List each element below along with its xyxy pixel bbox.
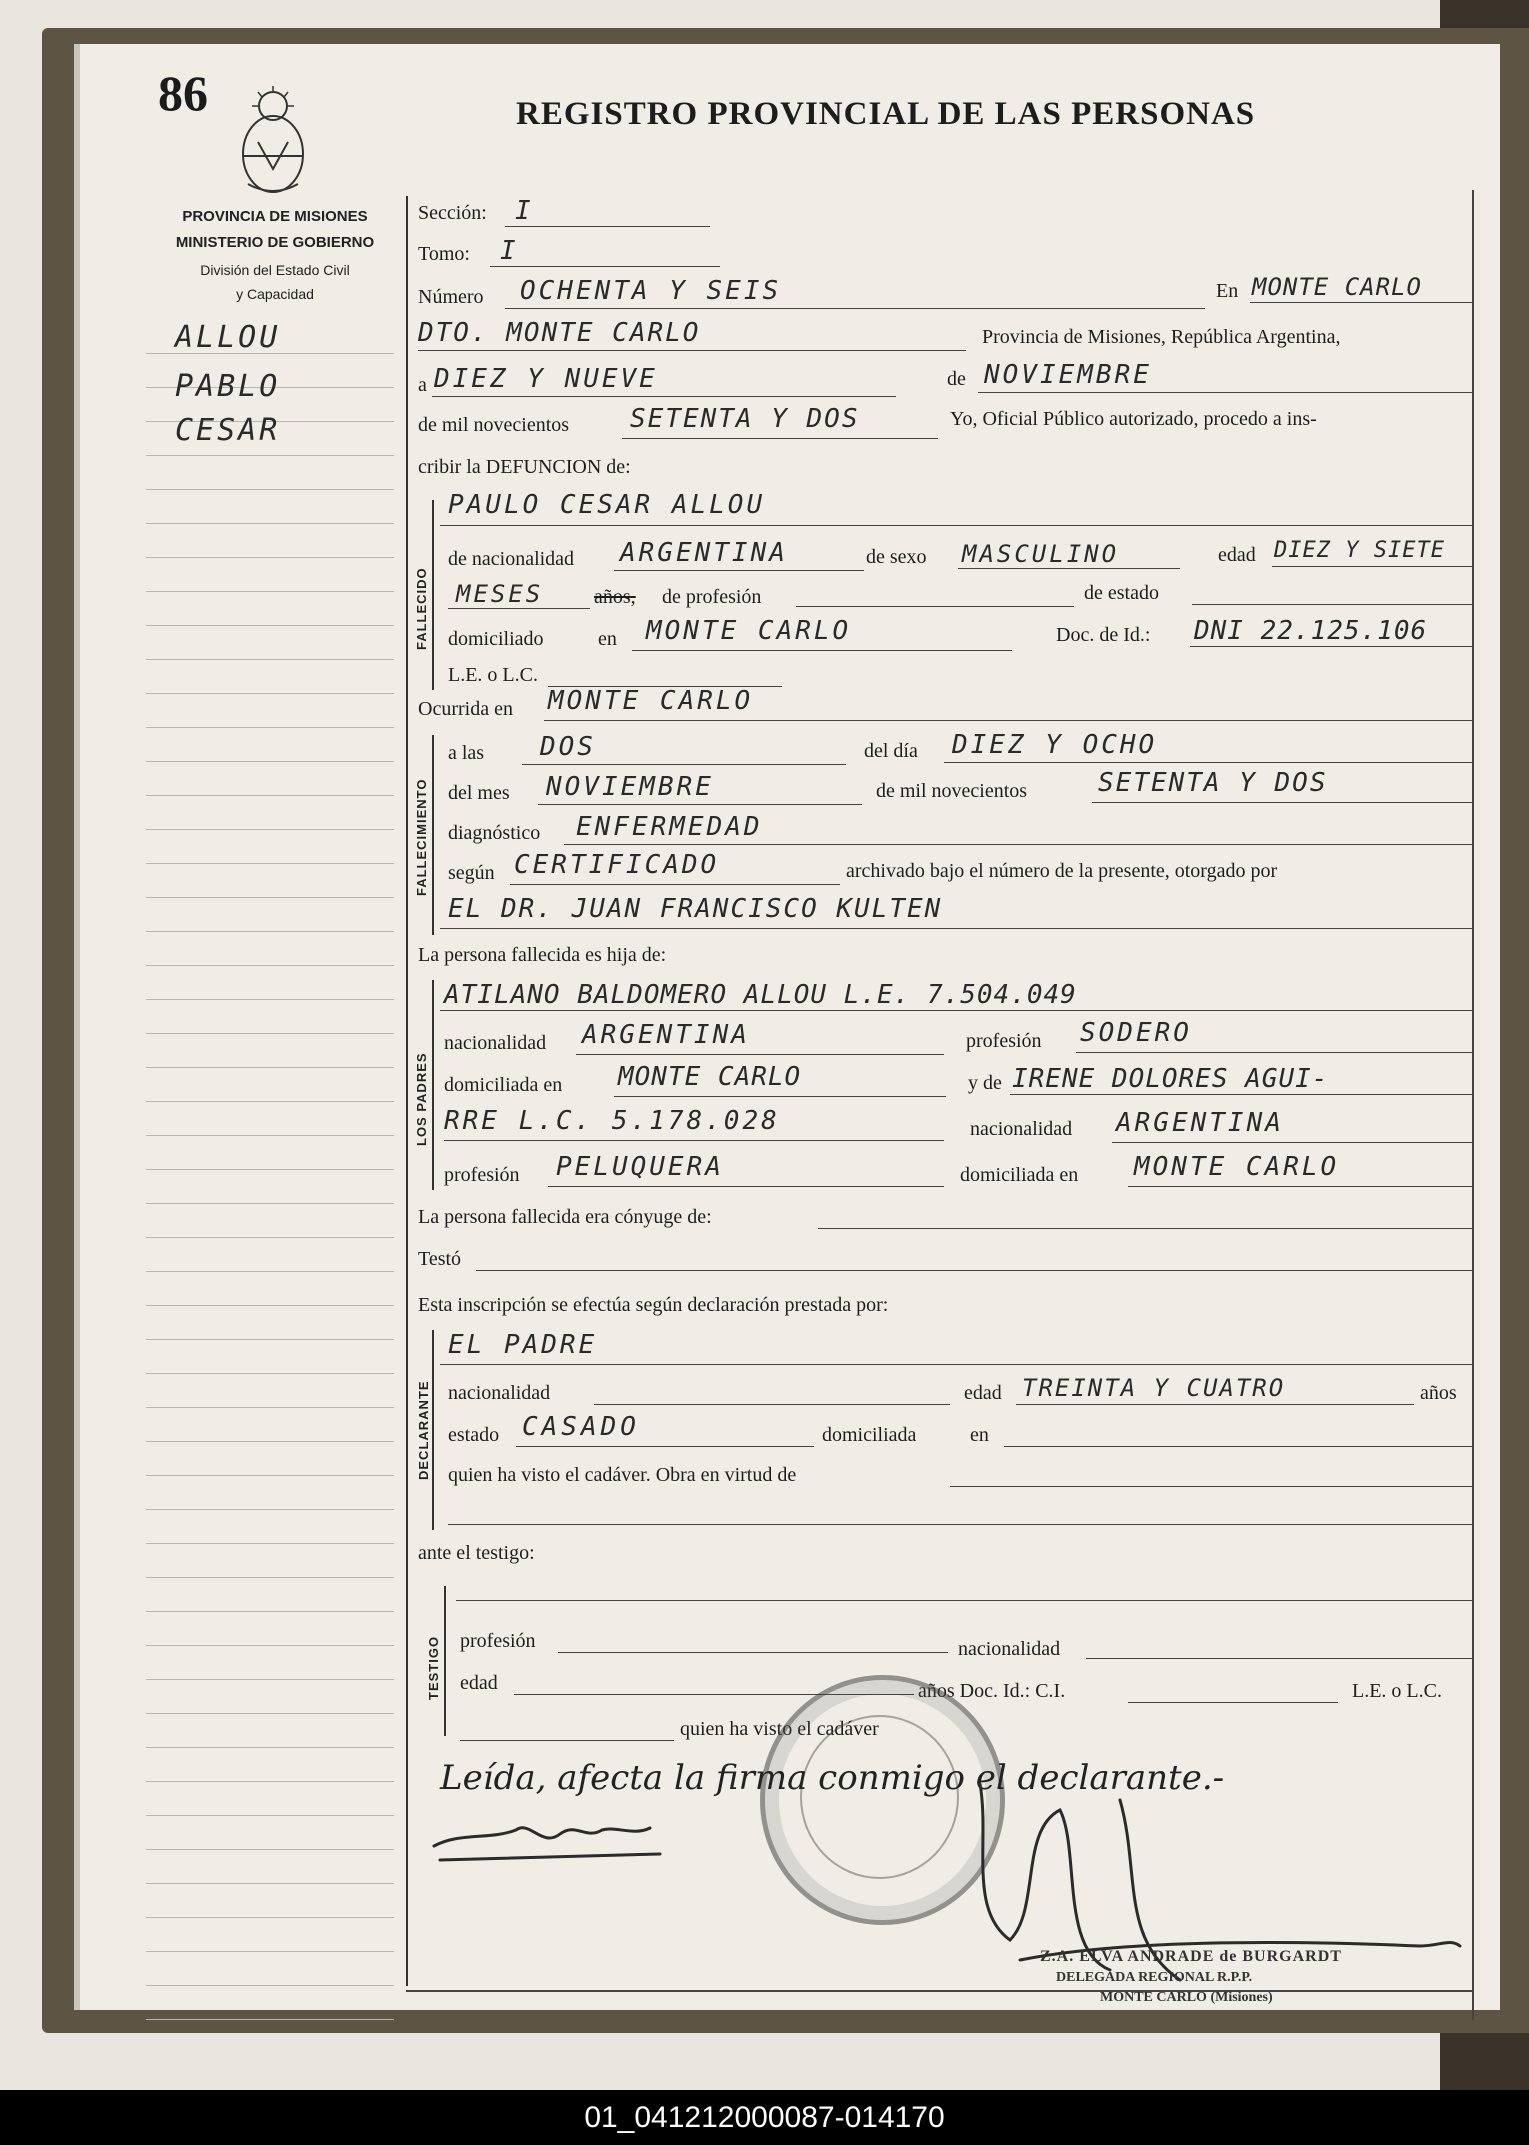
fallecido-nombre: PAULO CESAR ALLOU <box>448 490 766 520</box>
departamento-value: DTO. MONTE CARLO <box>418 318 701 348</box>
fecha-a-label: a <box>418 374 427 396</box>
official-place: MONTE CARLO (Misiones) <box>1100 1990 1273 2005</box>
field-line <box>1128 1702 1338 1703</box>
field-line <box>548 1186 944 1187</box>
closing-note: Leída, afecta la firma conmigo el declarante.- <box>440 1758 1225 1798</box>
field-line <box>1250 302 1472 303</box>
field-line <box>614 1096 946 1097</box>
madre-nac-value: ARGENTINA <box>1116 1108 1284 1138</box>
section-bracket <box>432 1330 434 1530</box>
testigo-doc-label: años Doc. Id.: C.I. <box>918 1680 1066 1702</box>
institution-line: División del Estado Civil <box>200 262 350 278</box>
madre-prof-value: PELUQUERA <box>556 1152 724 1182</box>
field-line <box>440 1364 1472 1365</box>
fallecido-section-label: FALLECIDO <box>414 567 429 650</box>
padre-nac-value: ARGENTINA <box>582 1020 750 1050</box>
fallecido-edad-label: edad <box>1218 544 1256 566</box>
margin-given-name: CESAR <box>175 413 281 448</box>
fallecido-doc-label: Doc. de Id.: <box>1056 624 1151 646</box>
testigo-prof-label: profesión <box>460 1630 536 1652</box>
declarante-edad-value: TREINTA Y CUATRO <box>1022 1374 1286 1402</box>
declarante-en-label: en <box>970 1424 989 1446</box>
margin-ruled-lines <box>146 320 394 2020</box>
fecha-de-label: de <box>947 368 966 390</box>
madre-dom-label: domiciliada en <box>960 1164 1079 1186</box>
anio-fallecimiento-label: de mil novecientos <box>876 780 1028 802</box>
field-line <box>440 928 1472 929</box>
field-line <box>510 884 840 885</box>
madre-documento: RRE L.C. 5.178.028 <box>444 1106 780 1136</box>
field-line <box>1128 1186 1472 1187</box>
fallecido-dom-value: MONTE CARLO <box>646 616 852 646</box>
field-line <box>576 1054 944 1055</box>
fallecido-nac-label: de nacionalidad <box>448 548 575 570</box>
form-frame-line <box>406 196 408 1986</box>
field-line <box>558 1652 948 1653</box>
official-title: DELEGADA REGIONAL R.P.P. <box>1056 1970 1253 1985</box>
madre-nac-label: nacionalidad <box>970 1118 1073 1140</box>
diagnostico-value: ENFERMEDAD <box>576 812 763 842</box>
hora-label: a las <box>448 742 485 764</box>
field-line <box>505 308 1205 309</box>
declarante-estado-label: estado <box>448 1424 500 1446</box>
anio-value: SETENTA Y DOS <box>630 404 860 434</box>
provincia-text: Provincia de Misiones, República Argentina, <box>982 326 1341 348</box>
testigo-section-label: TESTIGO <box>426 1635 441 1700</box>
segun-label: según <box>448 862 495 884</box>
field-line <box>978 392 1472 393</box>
declarante-edad-label: edad <box>964 1382 1002 1404</box>
declarante-dom-label: domiciliada <box>822 1424 917 1446</box>
hija-de-label: La persona fallecida es hija de: <box>418 944 667 966</box>
field-line <box>796 606 1074 607</box>
institution-line: MINISTERIO DE GOBIERNO <box>175 234 375 251</box>
page-number: 86 <box>158 65 208 121</box>
field-line <box>818 1228 1472 1229</box>
signature-marks <box>420 1770 1480 2050</box>
declarante-estado-value: CASADO <box>522 1412 640 1442</box>
fallecido-prof-label: de profesión <box>662 586 762 608</box>
fallecido-sexo-value: MASCULINO <box>962 540 1120 568</box>
field-line <box>614 570 864 571</box>
field-line <box>440 1010 1472 1011</box>
form-frame-line <box>1472 190 1474 2020</box>
madre-yde-label: y de <box>968 1072 1002 1094</box>
ante-testigo-label: ante el testigo: <box>418 1542 535 1564</box>
dia-fallecimiento-value: DIEZ Y OCHO <box>952 730 1158 760</box>
madre-dom-value: MONTE CARLO <box>1134 1152 1340 1182</box>
ocurrida-label: Ocurrida en <box>418 698 513 720</box>
medico-value: EL DR. JUAN FRANCISCO KULTEN <box>448 894 943 924</box>
section-bracket <box>432 500 434 690</box>
padre-prof-label: profesión <box>966 1030 1042 1052</box>
declarante-section-label: DECLARANTE <box>416 1380 431 1480</box>
inscribir-text: cribir la DEFUNCION de: <box>418 456 631 478</box>
fallecido-estado-label: de estado <box>1084 582 1159 604</box>
page-title: REGISTRO PROVINCIAL DE LAS PERSONAS <box>516 96 1256 132</box>
testigo-edad-label: edad <box>460 1672 498 1694</box>
anio-fallecimiento-value: SETENTA Y DOS <box>1098 768 1328 798</box>
fallecido-edad-meses: MESES <box>456 580 544 608</box>
official-name: Z.A. ELVA ANDRADE de BURGARDT <box>1040 1948 1342 1965</box>
field-line <box>950 1486 1472 1487</box>
dia-label: del día <box>864 740 918 762</box>
institution-line: y Capacidad <box>236 286 314 302</box>
madre-prof-label: profesión <box>444 1164 520 1186</box>
fallecido-anos-label: años, <box>594 586 636 608</box>
field-line <box>944 762 1472 763</box>
testigo-le-label: L.E. o L.C. <box>1352 1680 1442 1702</box>
field-line <box>1092 802 1472 803</box>
archivado-text: archivado bajo el número de la presente, otorgado por <box>846 860 1278 882</box>
declarante-nombre: EL PADRE <box>448 1330 598 1360</box>
mes-fallecimiento-value: NOVIEMBRE <box>546 772 714 802</box>
field-line <box>448 608 590 609</box>
field-line <box>538 804 862 805</box>
padre-dom-label: domiciliada en <box>444 1074 563 1096</box>
hora-value: DOS <box>540 732 596 762</box>
field-line <box>1086 1658 1472 1659</box>
field-line <box>440 525 1472 526</box>
tomo-value: I <box>500 236 519 266</box>
mes-value: NOVIEMBRE <box>984 360 1152 390</box>
field-line <box>444 1140 944 1141</box>
section-bracket <box>432 735 434 935</box>
madre-nombre: IRENE DOLORES AGUI- <box>1012 1064 1329 1094</box>
field-line <box>564 844 1472 845</box>
image-caption: 01_041212000087-014170 <box>0 2090 1529 2145</box>
seccion-label: Sección: <box>418 202 487 224</box>
field-line <box>594 1404 950 1405</box>
field-line <box>456 1600 1472 1601</box>
fallecido-le-label: L.E. o L.C. <box>448 664 538 686</box>
fallecido-edad-value: DIEZ Y SIETE <box>1274 538 1445 563</box>
field-line <box>622 438 938 439</box>
fallecimiento-section-label: FALLECIMIENTO <box>414 778 429 896</box>
ocurrida-value: MONTE CARLO <box>548 686 754 716</box>
field-line <box>490 266 720 267</box>
anio-suffix: Yo, Oficial Público autorizado, procedo a ins- <box>950 408 1317 430</box>
numero-value: OCHENTA Y SEIS <box>520 276 782 306</box>
declarante-nac-label: nacionalidad <box>448 1382 551 1404</box>
margin-surname: ALLOU <box>175 320 281 355</box>
padre-nombre: ATILANO BALDOMERO ALLOU L.E. 7.504.049 <box>444 980 1077 1010</box>
fallecido-dom-label: domiciliado <box>448 628 544 650</box>
testigo-nac-label: nacionalidad <box>958 1638 1061 1660</box>
institution-line: PROVINCIA DE MISIONES <box>182 208 368 225</box>
field-line <box>1192 604 1472 605</box>
field-line <box>1272 566 1472 567</box>
padre-dom-value: MONTE CARLO <box>618 1062 802 1092</box>
testigo-visto-label: quien ha visto el cadáver <box>680 1718 879 1740</box>
padre-nac-label: nacionalidad <box>444 1032 547 1054</box>
field-line <box>476 1270 1472 1271</box>
field-line <box>516 1446 814 1447</box>
coat-of-arms-icon <box>228 84 318 199</box>
field-line <box>448 1524 1472 1525</box>
fallecido-en-label: en <box>598 628 617 650</box>
section-bracket <box>444 1586 446 1736</box>
declarante-anos-label: años <box>1420 1382 1457 1404</box>
fallecido-sexo-label: de sexo <box>866 546 927 568</box>
field-line <box>505 226 710 227</box>
lugar-value: MONTE CARLO <box>1252 273 1422 301</box>
en-label: En <box>1216 280 1239 302</box>
padre-prof-value: SODERO <box>1080 1018 1192 1048</box>
declaracion-label: Esta inscripción se efectúa según declaración prestada por: <box>418 1294 889 1316</box>
field-line <box>1112 1142 1472 1143</box>
tomo-label: Tomo: <box>418 243 470 265</box>
anio-prefix: de mil novecientos <box>418 414 570 436</box>
declarante-visto-label: quien ha visto el cadáver. Obra en virtud de <box>448 1464 797 1486</box>
dia-value: DIEZ Y NUEVE <box>434 364 658 394</box>
numero-label: Número <box>418 286 484 308</box>
margin-given-name: PABLO <box>175 369 281 404</box>
field-line <box>522 764 846 765</box>
diagnostico-label: diagnóstico <box>448 822 541 844</box>
field-line <box>1010 1094 1472 1095</box>
field-line <box>432 396 896 397</box>
fallecido-doc-value: DNI 22.125.106 <box>1194 616 1428 646</box>
field-line <box>460 1740 674 1741</box>
field-line <box>632 650 1012 651</box>
section-bracket <box>432 980 434 1190</box>
field-line <box>958 568 1180 569</box>
field-line <box>1016 1404 1414 1405</box>
field-line <box>1004 1446 1472 1447</box>
conyuge-label: La persona fallecida era cónyuge de: <box>418 1206 712 1228</box>
mes-label: del mes <box>448 782 510 804</box>
seccion-value: I <box>515 196 534 226</box>
fallecido-nac-value: ARGENTINA <box>620 538 788 568</box>
field-line <box>418 350 966 351</box>
padres-section-label: LOS PADRES <box>414 1052 429 1146</box>
field-line <box>1076 1052 1472 1053</box>
testo-label: Testó <box>418 1248 462 1270</box>
segun-value: CERTIFICADO <box>514 850 720 880</box>
field-line <box>1190 646 1472 647</box>
field-line <box>544 720 1472 721</box>
